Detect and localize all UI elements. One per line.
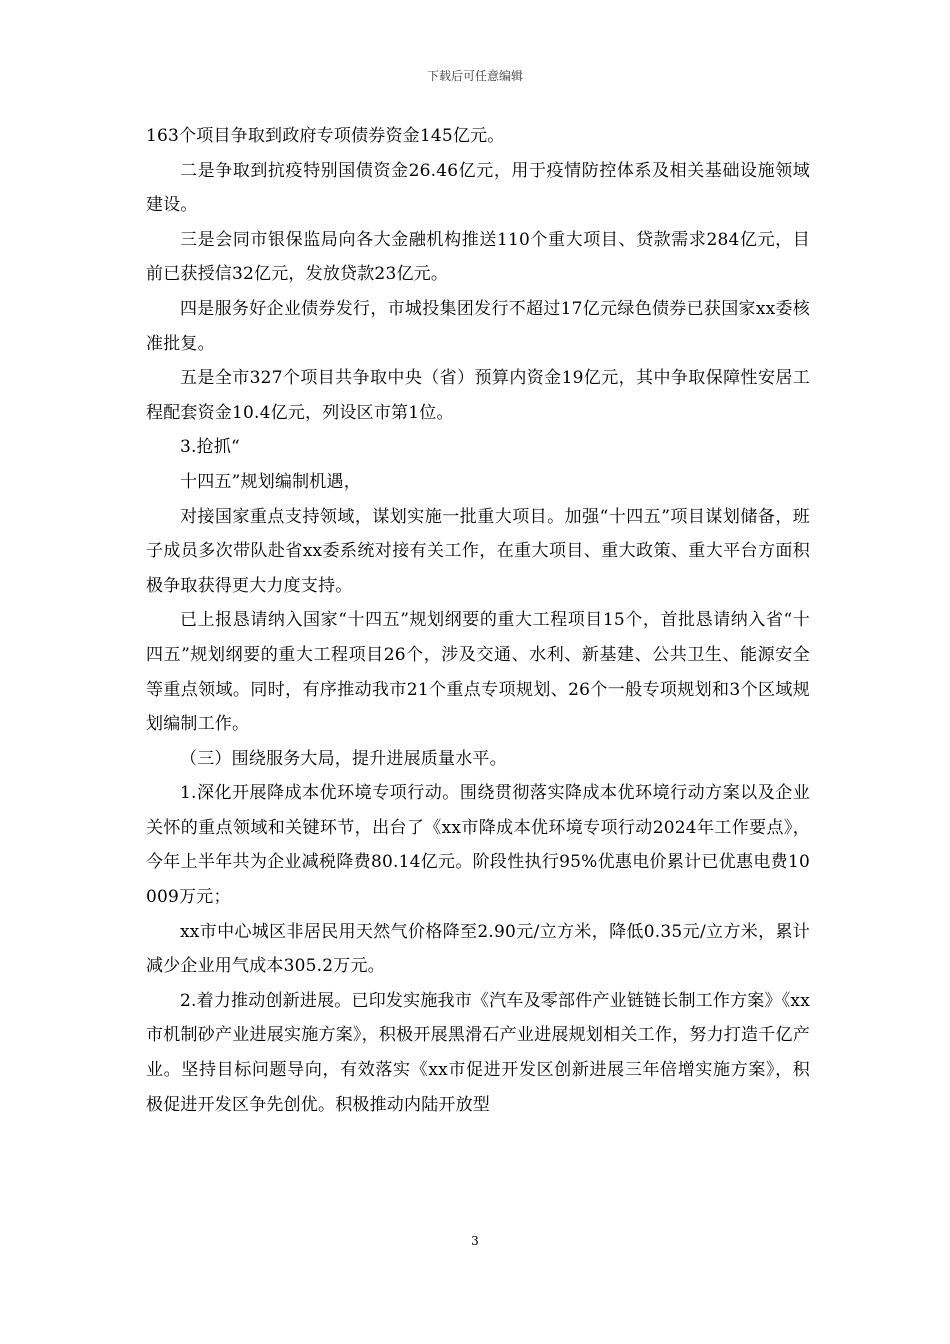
paragraph-9: 已上报恳请纳入国家“十四五”规划纲要的重大工程项目15个，首批恳请纳入省“十四五”规划纲要的重大工程项目26个，涉及交通、水利、新基建、公共卫生、能源安全等重点领域。同时，有序推动我市21个重点专项规划、26个一般专项规划和3个区域规划编制工作。 (146, 610, 810, 735)
paragraph-13: 2.着力推动创新进展。已印发实施我市《汽车及零部件产业链链长制工作方案》《xx市机制砂产业进展实施方案》，积极开展黑滑石产业进展规划相关工作，努力打造千亿产业。坚持目标问题导向，有效落实《xx市促进开发区创新进展三年倍增实施方案》，积极促进开发区争先创优。积极推动内陆开放型 (146, 990, 810, 1115)
page-header: 下载后可任意编辑 (426, 69, 523, 83)
paragraph-11: 1.深化开展降成本优环境专项行动。围绕贯彻落实降成本优环境行动方案以及企业关怀的重点领域和关键环节，出台了《xx市降成本优环境专项行动2024年工作要点》，今年上半年共为企业减税降费80.14亿元。阶段性执行95%优惠电价累计已优惠电费10009万元； (146, 783, 810, 908)
page-number: 3 (471, 1234, 479, 1248)
paragraph-8: 对接国家重点支持领域，谋划实施一批重大项目。加强“十四五”项目谋划储备，班子成员多次带队赴省xx委系统对接有关工作，在重大项目、重大政策、重大平台方面积极争取获得更大力度支持。 (146, 506, 810, 596)
paragraph-3: 三是会同市银保监局向各大金融机构推送110个重大项目、贷款需求284亿元，目前已获授信32亿元，发放贷款23亿元。 (146, 229, 810, 285)
paragraph-4: 四是服务好企业债券发行，市城投集团发行不超过17亿元绿色债券已获国家xx委核准批复。 (146, 298, 810, 354)
document-body (146, 119, 810, 1122)
paragraph-5: 五是全市327个项目共争取中央（省）预算内资金19亿元，其中争取保障性安居工程配套资金10.4亿元，列设区市第1位。 (146, 368, 810, 423)
paragraph-2: 二是争取到抗疫特别国债资金26.46亿元，用于疫情防控体系及相关基础设施领域建设。 (146, 160, 810, 216)
paragraph-1: 163个项目争取到政府专项债券资金145亿元。 (146, 126, 505, 146)
paragraph-7: 十四五”规划编制机遇， (180, 471, 361, 492)
section-heading-3: （三）围绕服务大局，提升进展质量水平。 (180, 748, 507, 769)
paragraph-12: xx市中心城区非居民用天然气价格降至2.90元/立方米，降低0.35元/立方米，累计减少企业用气成本305.2万元。 (146, 921, 810, 977)
paragraph-6: 3.抢抓“ (180, 437, 240, 458)
